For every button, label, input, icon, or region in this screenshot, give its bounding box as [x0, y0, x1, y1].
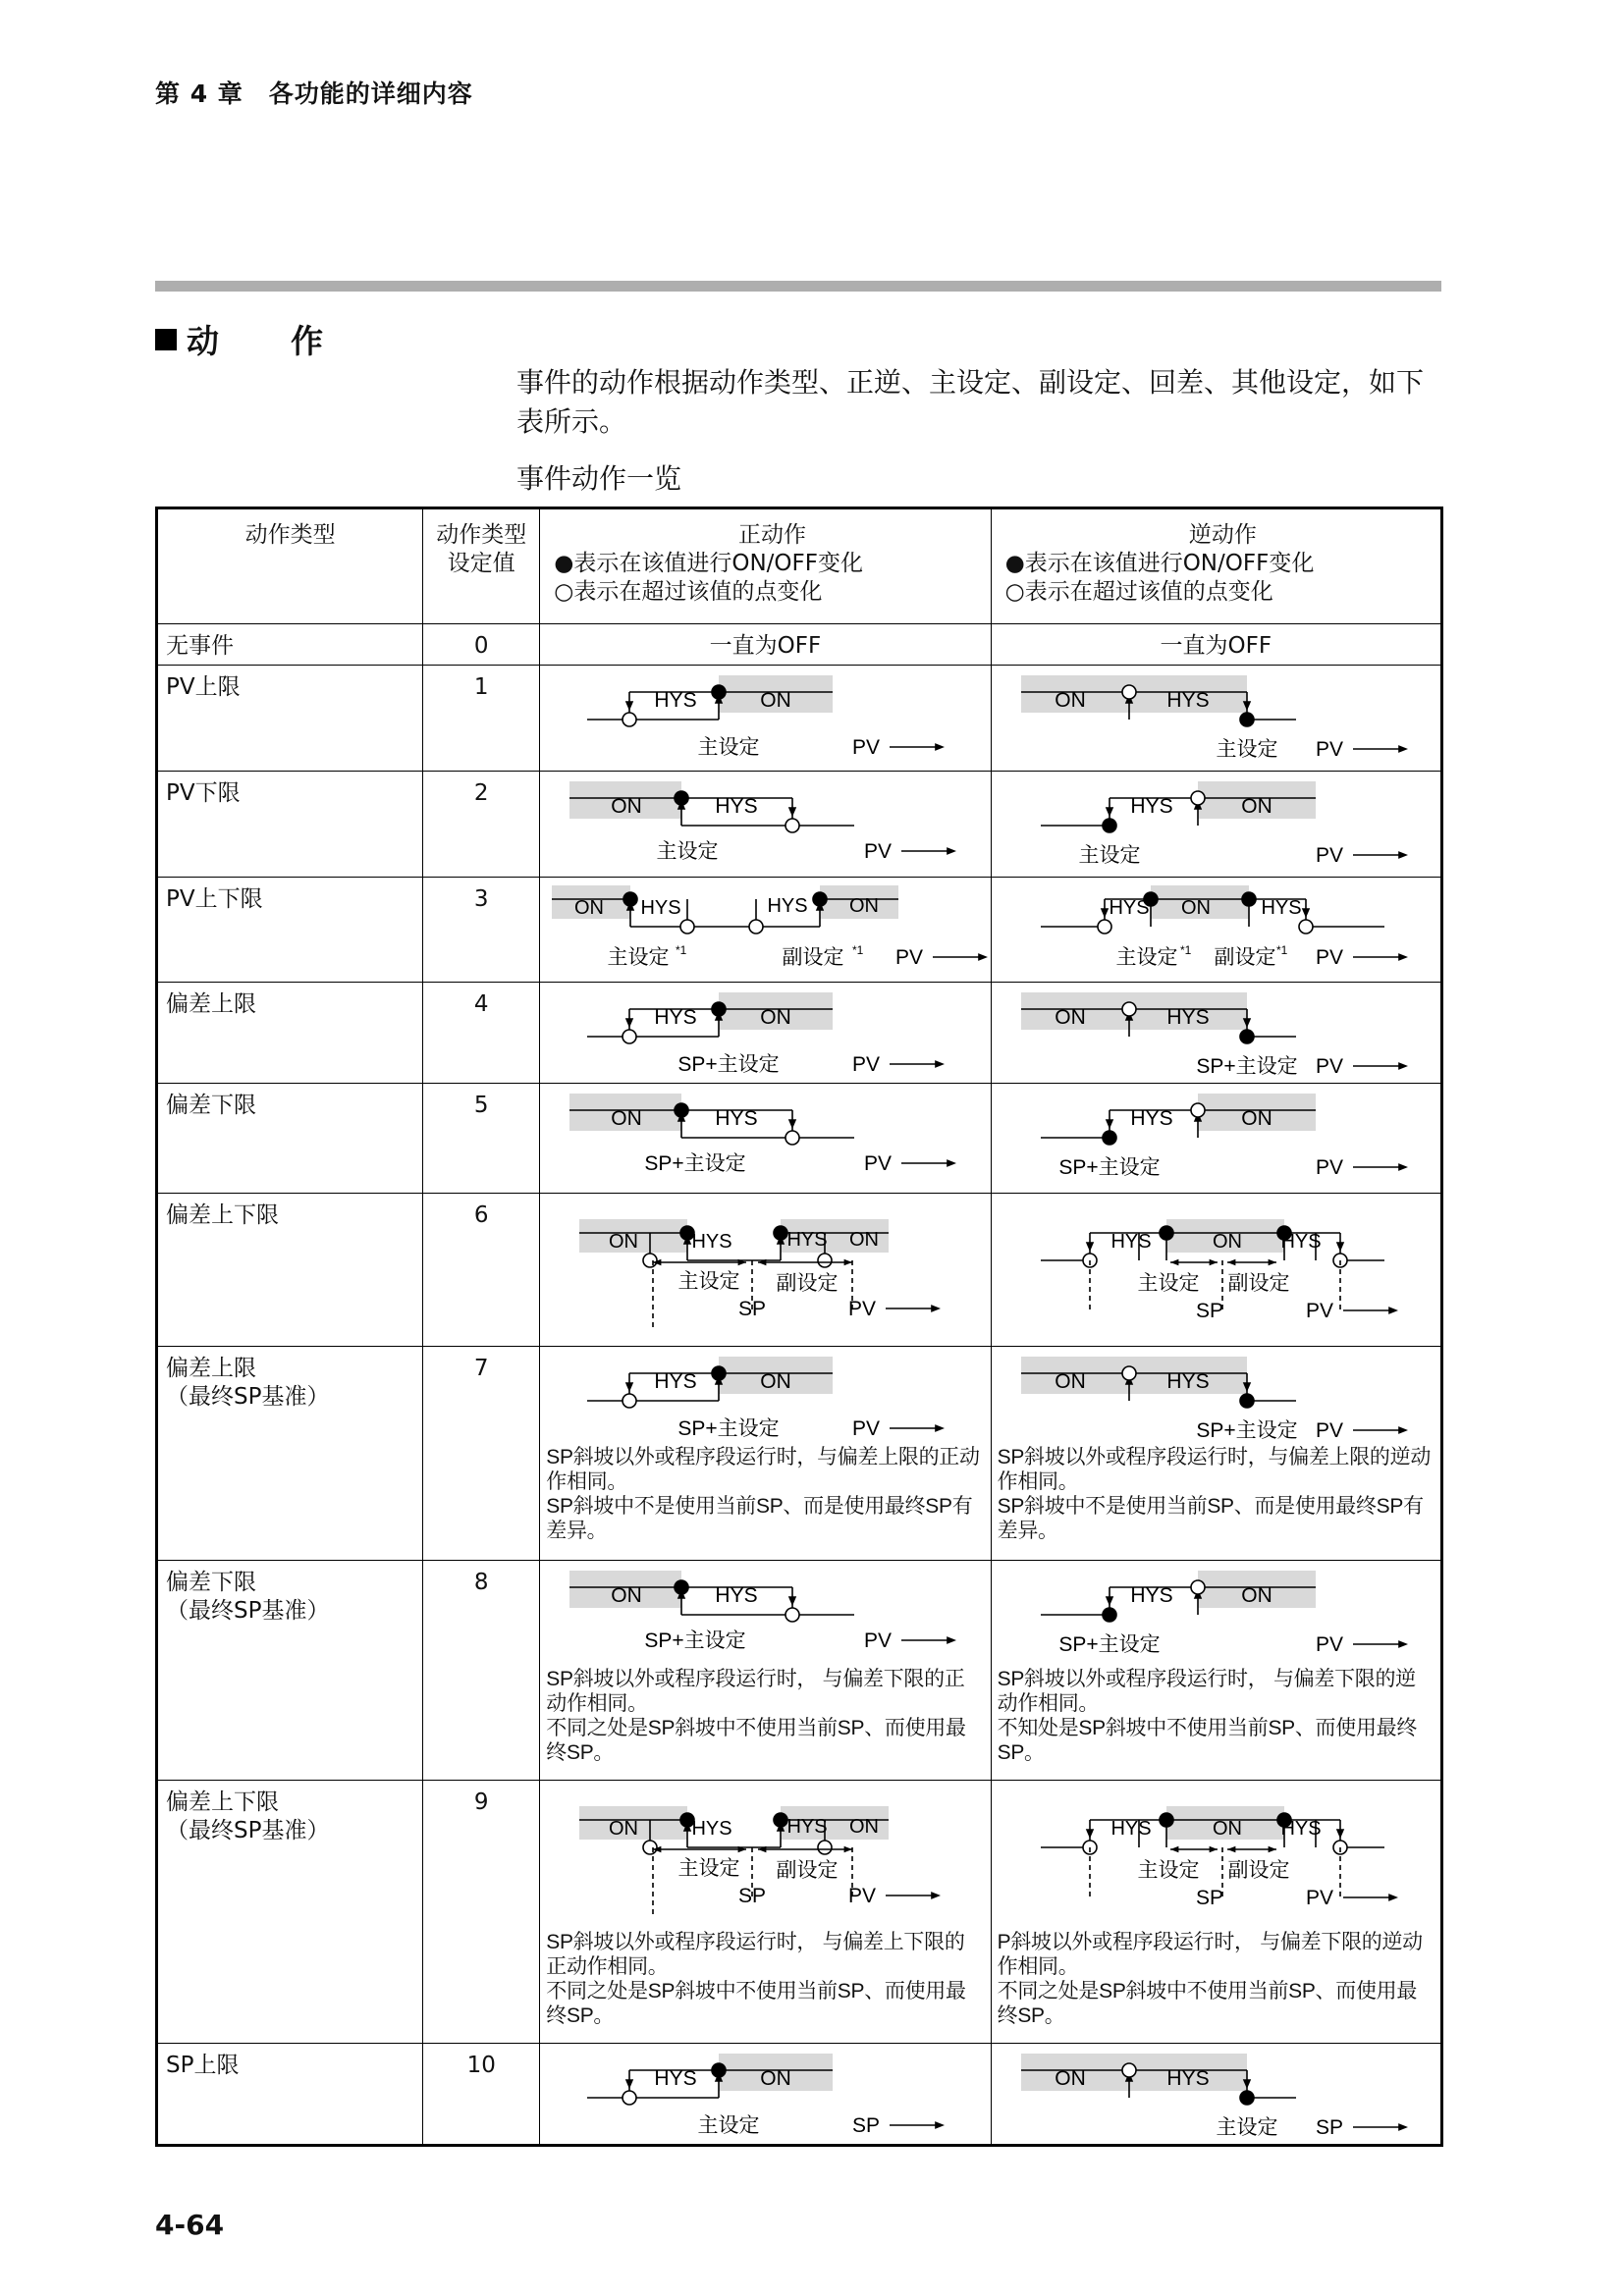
diagram-label: SP+主设定 — [677, 1053, 780, 1076]
diagram-label: PV — [852, 736, 881, 759]
hysteresis-diagram — [992, 666, 1442, 768]
hysteresis-diagram — [992, 2044, 1442, 2142]
arrowhead — [1335, 1242, 1343, 1252]
arrowhead — [1398, 2123, 1408, 2131]
diagram-label: ON — [1240, 1584, 1272, 1607]
diagram-label: HYS — [1130, 1584, 1173, 1607]
arrowhead — [935, 1060, 945, 1068]
diagram-label: ON — [1212, 1231, 1242, 1253]
diagram-label: HYS — [654, 1006, 697, 1029]
diagram-label: PV — [852, 1417, 881, 1440]
row-type: PV上下限 — [157, 878, 423, 983]
header-direct-line1: ●表示在该值进行ON/OFF变化 — [554, 551, 863, 576]
changeover-point-circle — [643, 1254, 657, 1267]
changeover-point-circle — [1122, 1366, 1136, 1380]
diagram-label: HYS — [1166, 1006, 1210, 1029]
row-reverse-diagram — [991, 1194, 1441, 1347]
hysteresis-diagram — [992, 1561, 1442, 1667]
hysteresis-diagram — [540, 878, 991, 980]
changeover-point-circle — [623, 2091, 636, 2105]
row-type: 偏差上下限 — [157, 1194, 423, 1347]
diagram-label: 主设定 — [1216, 738, 1278, 761]
diagram-label: *1 — [1275, 943, 1287, 957]
diagram-label: SP — [738, 1298, 767, 1320]
page-number: 4-64 — [155, 2209, 225, 2241]
diagram-label: SP+主设定 — [677, 1417, 780, 1440]
diagram-label: HYS — [715, 795, 758, 818]
diagram-label: HYS — [1166, 2067, 1210, 2090]
fixed-point-dot — [712, 1002, 726, 1016]
fixed-point-dot — [1240, 1030, 1254, 1043]
diagram-label: HYS — [1130, 1107, 1173, 1130]
diagram-label: PV — [852, 1053, 881, 1076]
diagram-label: 主设定 — [677, 1270, 740, 1293]
row-direct-note: SP斜坡以外或程序段运行时， 与偏差上下限的正动作相同。 不同之处是SP斜坡中不使用当前SP、而使用最终SP。 — [546, 1931, 966, 2027]
fixed-point-dot — [774, 1226, 787, 1240]
row-value: 1 — [423, 666, 540, 772]
hysteresis-diagram — [992, 1084, 1442, 1190]
diagram-label: HYS — [786, 1816, 828, 1838]
diagram-label: HYS — [715, 1107, 758, 1130]
row-value: 3 — [423, 878, 540, 983]
hysteresis-diagram — [540, 772, 991, 874]
arrowhead — [788, 1596, 796, 1606]
diagram-label: PV — [1315, 738, 1343, 761]
diagram-label: ON — [760, 1370, 792, 1393]
diagram-label: HYS — [691, 1818, 732, 1840]
arrowhead — [1227, 1259, 1235, 1266]
diagram-label: SP — [1315, 2116, 1343, 2139]
diagram-label: HYS — [1110, 1818, 1152, 1840]
changeover-point-circle — [680, 920, 694, 934]
row-direct: 一直为OFF — [540, 624, 991, 666]
row-reverse-note: P斜坡以外或程序段运行时， 与偏差下限的逆动作相同。 不同之处是SP斜坡中不使用当前SP、而使用最终SP。 — [997, 1931, 1423, 2027]
row-direct-note: SP斜坡以外或程序段运行时， 与偏差下限的正动作相同。 不同之处是SP斜坡中不使用当前SP、而使用最终SP。 — [546, 1668, 966, 1764]
arrowhead — [625, 2079, 633, 2089]
row-reverse-diagram — [991, 983, 1441, 1084]
header-reverse — [991, 508, 1441, 624]
row-direct-diagram — [540, 2044, 991, 2146]
arrowhead — [788, 807, 796, 817]
table-row — [157, 1084, 1442, 1194]
changeover-point-circle — [1122, 685, 1136, 699]
changeover-point-circle — [623, 713, 636, 726]
row-direct-diagram — [540, 983, 991, 1084]
fixed-point-dot — [813, 892, 827, 906]
arrowhead — [1398, 1062, 1408, 1070]
changeover-point-circle — [818, 1841, 832, 1854]
arrowhead — [1170, 1259, 1178, 1266]
diagram-label: HYS — [654, 2067, 697, 2090]
row-value: 4 — [423, 983, 540, 1084]
changeover-point-circle — [1191, 1580, 1205, 1594]
diagram-label: ON — [1054, 2067, 1086, 2090]
arrowhead — [1105, 807, 1112, 817]
arrowhead — [1170, 1846, 1178, 1853]
diagram-label: HYS — [1166, 689, 1210, 712]
diagram-label: ON — [849, 1816, 880, 1838]
diagram-label: PV — [1315, 1419, 1343, 1442]
diagram-label: 主设定 — [1137, 1272, 1200, 1295]
hysteresis-diagram — [992, 1781, 1442, 1930]
hysteresis-diagram — [540, 1781, 991, 1930]
hysteresis-diagram — [992, 772, 1442, 874]
diagram-label: *1 — [1179, 943, 1191, 957]
row-type: 偏差下限 — [157, 1084, 423, 1194]
diagram-label: 副设定 — [776, 1272, 839, 1295]
diagram-label: HYS — [1280, 1818, 1322, 1840]
row-direct-diagram — [540, 1084, 991, 1194]
hysteresis-diagram — [540, 1084, 991, 1190]
arrowhead — [947, 847, 956, 855]
arrowhead — [931, 1892, 941, 1899]
diagram-label: 主设定 — [697, 736, 760, 759]
diagram-label: PV — [864, 840, 893, 863]
fixed-point-dot — [1103, 1131, 1116, 1145]
diagram-label: 副设定 — [1227, 1272, 1290, 1295]
changeover-point-circle — [1191, 791, 1205, 805]
arrowhead — [1105, 1596, 1112, 1606]
diagram-label: 主设定 — [1078, 844, 1141, 867]
arrowhead — [1398, 1640, 1408, 1648]
hysteresis-diagram — [540, 666, 991, 768]
arrowhead — [935, 743, 945, 751]
row-reverse-diagram — [991, 772, 1441, 878]
row-direct-diagram — [540, 1194, 991, 1347]
chapter-heading: 第 4 章 各功能的详细内容 — [155, 80, 473, 108]
header-direct-title: 正动作 — [737, 522, 806, 548]
intro-paragraph: 事件的动作根据动作类型、正逆、主设定、副设定、回差、其他设定，如下表所示。 — [516, 366, 1425, 438]
row-type: SP上限 — [157, 2044, 423, 2146]
header-direct-line2: ○表示在超过该值的点变化 — [554, 579, 823, 605]
diagram-label: ON — [849, 1229, 880, 1251]
arrowhead — [1227, 1846, 1235, 1853]
hysteresis-diagram — [992, 1194, 1442, 1343]
diagram-label: HYS — [1280, 1231, 1322, 1253]
row-value: 8 — [423, 1561, 540, 1781]
changeover-point-circle — [623, 1394, 636, 1408]
changeover-point-circle — [785, 1608, 799, 1622]
diagram-label: PV — [1315, 844, 1343, 867]
table-row — [157, 772, 1442, 878]
fixed-point-dot — [1240, 2091, 1254, 2105]
row-type: 偏差上限 （最终SP基准） — [157, 1347, 423, 1561]
diagram-label: PV — [848, 1885, 877, 1907]
arrowhead — [1085, 1242, 1093, 1252]
fixed-point-dot — [712, 1366, 726, 1380]
arrowhead — [935, 2121, 945, 2129]
diagram-label: SP — [1195, 1887, 1223, 1909]
arrowhead — [1085, 1829, 1093, 1839]
arrowhead — [947, 1636, 956, 1644]
diagram-label: 主设定 — [1216, 2116, 1278, 2139]
row-value: 2 — [423, 772, 540, 878]
diagram-label: 主设定 — [656, 840, 719, 863]
table-row — [157, 1194, 1442, 1347]
hysteresis-diagram — [540, 1194, 991, 1343]
hysteresis-diagram — [540, 1347, 991, 1445]
diagram-label: ON — [609, 1231, 639, 1253]
arrowhead — [1209, 1846, 1217, 1853]
row-direct-diagram — [540, 1781, 991, 2044]
diagram-label: PV — [864, 1152, 893, 1175]
arrowhead — [788, 1119, 796, 1129]
diagram-label: PV — [864, 1629, 893, 1652]
event-action-table — [155, 507, 1443, 2147]
fixed-point-dot — [1160, 1226, 1173, 1240]
diagram-label: *1 — [852, 943, 864, 957]
row-reverse-diagram — [991, 1561, 1441, 1781]
diagram-label: SP+主设定 — [1057, 1156, 1161, 1179]
table-row — [157, 2044, 1442, 2146]
row-reverse-diagram — [991, 666, 1441, 772]
diagram-label: 副设定 — [1214, 946, 1276, 969]
fixed-point-dot — [1103, 819, 1116, 832]
diagram-label: HYS — [786, 1229, 828, 1251]
diagram-label: HYS — [1166, 1370, 1210, 1393]
diagram-label: ON — [611, 1107, 643, 1130]
row-value: 7 — [423, 1347, 540, 1561]
diagram-label: SP+主设定 — [1057, 1633, 1161, 1656]
arrowhead — [1398, 1163, 1408, 1171]
hysteresis-diagram — [540, 2044, 991, 2142]
table-caption: 事件动作一览 — [516, 462, 682, 495]
arrowhead — [935, 1424, 945, 1432]
header-reverse-line2: ○表示在超过该值的点变化 — [1004, 579, 1273, 605]
arrowhead — [1301, 908, 1309, 918]
changeover-point-circle — [785, 1131, 799, 1145]
fixed-point-dot — [675, 1580, 688, 1594]
diagram-label: SP+主设定 — [1195, 1055, 1298, 1078]
changeover-point-circle — [623, 1030, 636, 1043]
fixed-point-dot — [1240, 1394, 1254, 1408]
table-row — [157, 624, 1442, 666]
fixed-point-dot — [774, 1813, 787, 1827]
arrowhead — [625, 1018, 633, 1028]
diagram-label: HYS — [1110, 1231, 1152, 1253]
arrowhead — [931, 1305, 941, 1312]
fixed-point-dot — [712, 685, 726, 699]
section-title-text: 动 作 — [187, 322, 343, 360]
arrowhead — [625, 1382, 633, 1392]
row-reverse-diagram — [991, 2044, 1441, 2146]
row-value: 10 — [423, 2044, 540, 2146]
diagram-label: SP+主设定 — [644, 1629, 746, 1652]
row-value: 6 — [423, 1194, 540, 1347]
row-reverse: 一直为OFF — [991, 624, 1441, 666]
diagram-label: ON — [1054, 1370, 1086, 1393]
diagram-label: ON — [609, 1818, 639, 1840]
row-direct-diagram — [540, 666, 991, 772]
diagram-label: ON — [611, 1584, 643, 1607]
arrowhead — [1105, 1119, 1112, 1129]
table-header-row — [157, 508, 1442, 624]
diagram-label: SP — [738, 1885, 767, 1907]
arrowhead — [625, 701, 633, 711]
diagram-label: ON — [760, 1006, 792, 1029]
diagram-label: 主设定 — [607, 946, 670, 969]
diagram-label: PV — [1315, 1633, 1343, 1656]
section-title — [155, 316, 343, 362]
diagram-label: SP+主设定 — [644, 1152, 746, 1175]
diagram-label: PV — [1315, 1055, 1343, 1078]
diagram-label: ON — [849, 895, 880, 917]
diagram-label: 主设定 — [1137, 1859, 1200, 1882]
hysteresis-diagram — [992, 983, 1442, 1081]
arrowhead — [978, 953, 988, 961]
arrowhead — [1335, 1829, 1343, 1839]
diagram-label: ON — [1240, 1107, 1272, 1130]
table-row — [157, 1561, 1442, 1781]
row-direct-diagram — [540, 1561, 991, 1781]
diagram-label: PV — [1305, 1300, 1333, 1322]
diagram-label: PV — [848, 1298, 877, 1320]
diagram-label: 副设定 — [776, 1859, 839, 1882]
hysteresis-diagram — [992, 1347, 1442, 1445]
diagram-label: HYS — [1261, 897, 1302, 919]
diagram-label: ON — [760, 689, 792, 712]
diagram-label: HYS — [654, 689, 697, 712]
arrowhead — [1268, 1259, 1275, 1266]
arrowhead — [947, 1159, 956, 1167]
fixed-point-dot — [1103, 1608, 1116, 1622]
arrowhead — [1398, 851, 1408, 859]
header-direct — [540, 508, 991, 624]
header-value: 动作类型 设定值 — [423, 508, 540, 624]
header-reverse-line1: ●表示在该值进行ON/OFF变化 — [1004, 551, 1315, 576]
arrowhead — [1398, 745, 1408, 753]
header-type: 动作类型 — [157, 508, 423, 624]
diagram-label: PV — [1315, 946, 1343, 969]
diagram-label: 主设定 — [677, 1857, 740, 1880]
row-value: 9 — [423, 1781, 540, 2044]
diagram-label: PV — [1315, 1156, 1343, 1179]
row-type: PV上限 — [157, 666, 423, 772]
header-reverse-title: 逆动作 — [1188, 522, 1257, 548]
table-row — [157, 878, 1442, 983]
fixed-point-dot — [1240, 713, 1254, 726]
row-direct-diagram — [540, 772, 991, 878]
diagram-label: 主设定 — [1115, 946, 1178, 969]
arrowhead — [1388, 1307, 1398, 1314]
row-type: 无事件 — [157, 624, 423, 666]
row-direct-diagram — [540, 1347, 991, 1561]
row-reverse-diagram — [991, 878, 1441, 983]
fixed-point-dot — [623, 892, 637, 906]
arrowhead — [1398, 953, 1408, 961]
row-reverse-note: SP斜坡以外或程序段运行时， 与偏差下限的逆动作相同。 不知处是SP斜坡中不使用当前SP、而使用最终SP。 — [997, 1668, 1418, 1764]
arrowhead — [844, 1846, 852, 1853]
changeover-point-circle — [749, 920, 763, 934]
row-direct-diagram — [540, 878, 991, 983]
arrowhead — [1100, 908, 1108, 918]
section-divider — [155, 281, 1441, 292]
diagram-label: ON — [1054, 689, 1086, 712]
diagram-label: ON — [1054, 1006, 1086, 1029]
row-type: PV下限 — [157, 772, 423, 878]
fixed-point-dot — [1160, 1813, 1173, 1827]
diagram-label: ON — [574, 897, 605, 919]
row-type: 偏差上限 — [157, 983, 423, 1084]
table-row — [157, 1347, 1442, 1561]
diagram-label: PV — [895, 946, 924, 969]
diagram-label: 副设定 — [782, 946, 844, 969]
hysteresis-diagram — [540, 983, 991, 1081]
row-value: 0 — [423, 624, 540, 666]
diagram-label: ON — [1212, 1818, 1242, 1840]
fixed-point-dot — [712, 2063, 726, 2077]
fixed-point-dot — [1242, 892, 1256, 906]
diagram-label: SP — [1195, 1300, 1223, 1322]
row-type: 偏差下限 （最终SP基准） — [157, 1561, 423, 1781]
changeover-point-circle — [785, 819, 799, 832]
arrowhead — [1398, 1426, 1408, 1434]
table-row — [157, 666, 1442, 772]
arrowhead — [844, 1259, 852, 1266]
arrowhead — [1209, 1259, 1217, 1266]
diagram-label: SP — [852, 2114, 881, 2137]
diagram-label: ON — [611, 795, 643, 818]
diagram-label: PV — [1305, 1887, 1333, 1909]
diagram-label: HYS — [1109, 897, 1150, 919]
table-row — [157, 1781, 1442, 2044]
fixed-point-dot — [675, 791, 688, 805]
arrowhead — [1268, 1846, 1275, 1853]
diagram-label: HYS — [654, 1370, 697, 1393]
fixed-point-dot — [675, 1103, 688, 1117]
changeover-point-circle — [1191, 1103, 1205, 1117]
diagram-label: *1 — [676, 943, 687, 957]
row-reverse-diagram — [991, 1084, 1441, 1194]
row-type: 偏差上下限 （最终SP基准） — [157, 1781, 423, 2044]
diagram-label: HYS — [691, 1231, 732, 1253]
arrowhead — [1388, 1894, 1398, 1901]
changeover-point-circle — [1122, 2063, 1136, 2077]
row-reverse-diagram — [991, 1347, 1441, 1561]
row-direct-note: SP斜坡以外或程序段运行时，与偏差上限的正动作相同。 SP斜坡中不是使用当前SP、而是使用最终SP有差异。 — [546, 1446, 980, 1542]
hysteresis-diagram — [540, 1561, 991, 1667]
changeover-point-circle — [1098, 920, 1111, 934]
changeover-point-circle — [1299, 920, 1313, 934]
diagram-label: ON — [1180, 897, 1211, 919]
row-reverse-note: SP斜坡以外或程序段运行时，与偏差上限的逆动作相同。 SP斜坡中不是使用当前SP、而是使用最终SP有差异。 — [997, 1446, 1432, 1542]
changeover-point-circle — [643, 1841, 657, 1854]
table-row — [157, 983, 1442, 1084]
changeover-point-circle — [818, 1254, 832, 1267]
hysteresis-diagram — [992, 878, 1442, 980]
diagram-label: ON — [760, 2067, 792, 2090]
diagram-label: 副设定 — [1227, 1859, 1290, 1882]
changeover-point-circle — [1122, 1002, 1136, 1016]
diagram-label: SP+主设定 — [1195, 1419, 1298, 1442]
diagram-label: HYS — [767, 895, 808, 917]
row-value: 5 — [423, 1084, 540, 1194]
diagram-label: HYS — [1130, 795, 1173, 818]
square-bullet-icon — [155, 329, 177, 350]
diagram-label: HYS — [640, 897, 681, 919]
diagram-label: ON — [1240, 795, 1272, 818]
diagram-label: HYS — [715, 1584, 758, 1607]
diagram-label: 主设定 — [697, 2114, 760, 2137]
row-reverse-diagram — [991, 1781, 1441, 2044]
